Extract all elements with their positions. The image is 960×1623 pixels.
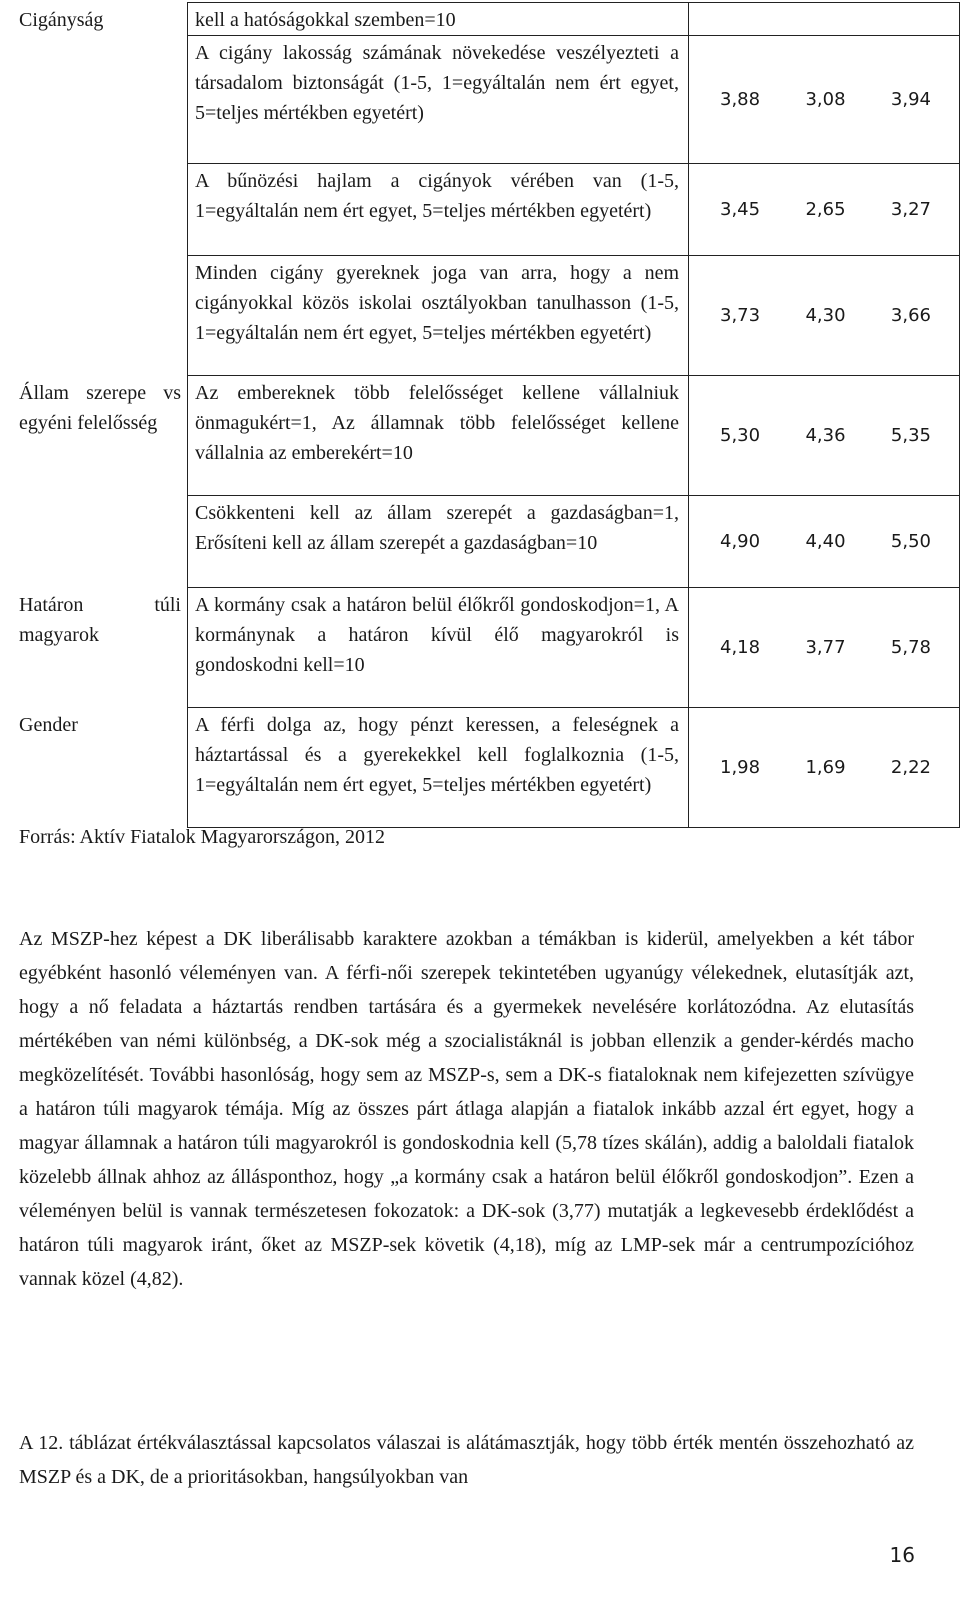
question-cell: A férfi dolga az, hogy pénzt keressen, a feleségnek a háztartással és a gyerekekkel kell foglalkoznia (1-5, 1=egyáltalán nem ért egyet, 5=teljes mértékben egyetért) [188, 708, 689, 828]
table-row [9, 588, 960, 708]
survey-results-table [9, 2, 960, 828]
table-row [9, 708, 960, 828]
value-2: 4,36 [805, 425, 846, 446]
value-2: 4,30 [805, 305, 846, 326]
table-row [9, 164, 960, 256]
table-row [9, 496, 960, 588]
value-3: 5,50 [890, 531, 931, 552]
category-cell: Cigányság [19, 8, 104, 31]
table-row [9, 36, 960, 164]
values-cell [689, 376, 960, 496]
value-2: 3,08 [805, 89, 846, 110]
question-cell: kell a hatóságokkal szemben=10 [188, 3, 689, 36]
question-cell: A kormány csak a határon belül élőkről gondoskodjon=1, A kormánynak a határon kívül élő magyarokról is gondoskodni kell=10 [188, 588, 689, 708]
table-source-note: Forrás: Aktív Fiatalok Magyarországon, 2012 [19, 826, 386, 848]
values-cell [689, 256, 960, 376]
category-cell: Állam szerepe vs egyéni felelősség [19, 381, 181, 434]
table-row [9, 256, 960, 376]
value-1: 3,88 [720, 89, 761, 110]
value-1: 3,73 [720, 305, 761, 326]
value-3: 3,94 [890, 89, 931, 110]
value-1: 4,18 [720, 637, 761, 658]
values-cell [689, 496, 960, 588]
table-row [9, 3, 960, 36]
category-cell: Gender [19, 713, 78, 736]
category-cell [9, 164, 188, 256]
value-2: 3,77 [805, 637, 846, 658]
category-cell [9, 36, 188, 164]
body-paragraph-2: A 12. táblázat értékválasztással kapcsolatos válaszai is alátámasztják, hogy több érték mentén összehozható az MSZP és a DK, de a prioritásokban, hangsúlyokban van [19, 1432, 914, 1488]
body-paragraph-1: Az MSZP-hez képest a DK liberálisabb karaktere azokban a témákban is kiderül, amelyekben a két tábor egyébként hasonló véleményen van. A férfi-női szerepek tekintetében ugyanúgy vélekednek, elutasítják azt, hogy a nő feladata a háztartás rendben tartására és a gyermekek nevelésére korlátozódna. Az elutasítás mértékében van némi különbség, a DK-sok még a szocialistáknál is jobban ellenzik a gender-kérdés macho megközelítését. További hasonlóság, hogy sem az MSZP-s, sem a DK-s fiataloknak nem kifejezetten szívügye a határon túli magyarok témája. Míg az összes párt átlaga alapján a fiatalok inkább azzal ért egyet, hogy a magyar államnak a határon túli magyarokról is gondoskodnia kell (5,78 tízes skálán), addig a baloldali fiatalok közelebb állnak ahhoz az állásponthoz, hogy „a kormány csak a határon belül élőkről gondoskodjon”. Ezen a véleményen belül is vannak természetesen fokozatok: a DK-sok (3,77) mutatják a legkevesebb érdeklődést a határon túli magyarok iránt, őket az MSZP-sek követik (4,18), míg az LMP-sek már a centrumpozícióhoz vannak közel (4,82). [19, 928, 914, 1290]
values-cell [689, 588, 960, 708]
value-1: 5,30 [720, 425, 761, 446]
value-1: 3,45 [720, 199, 761, 220]
question-cell: Minden cigány gyereknek joga van arra, hogy a nem cigányokkal közös iskolai osztályokban tanulhasson (1-5, 1=egyáltalán nem ért egyet, 5=teljes mértékben egyetért) [188, 256, 689, 376]
values-cell [689, 3, 960, 36]
value-2: 4,40 [805, 531, 846, 552]
values-cell [689, 164, 960, 256]
values-cell [689, 36, 960, 164]
question-cell: Az embereknek több felelősséget kellene vállalniuk önmagukért=1, Az államnak több felelősséget kellene vállalnia az emberekért=10 [188, 376, 689, 496]
category-cell [9, 256, 188, 376]
value-3: 5,35 [890, 425, 931, 446]
category-cell: Határon túli magyarok [19, 593, 181, 646]
question-cell: A bűnözési hajlam a cigányok vérében van (1-5, 1=egyáltalán nem ért egyet, 5=teljes mértékben egyetért) [188, 164, 689, 256]
value-3: 5,78 [890, 637, 931, 658]
value-3: 3,66 [890, 305, 931, 326]
value-2: 1,69 [805, 757, 846, 778]
question-cell: A cigány lakosság számának növekedése veszélyezteti a társadalom biztonságát (1-5, 1=egyáltalán nem ért egyet, 5=teljes mértékben egyetért) [188, 36, 689, 164]
category-cell [9, 496, 188, 588]
question-cell: Csökkenteni kell az állam szerepét a gazdaságban=1, Erősíteni kell az állam szerepét a gazdaságban=10 [188, 496, 689, 588]
value-3: 2,22 [890, 757, 931, 778]
table-row [9, 376, 960, 496]
value-3: 3,27 [890, 199, 931, 220]
value-1: 4,90 [720, 531, 761, 552]
value-1: 1,98 [720, 757, 761, 778]
values-cell [689, 708, 960, 828]
value-2: 2,65 [805, 199, 846, 220]
page-number: 16 [889, 1543, 915, 1567]
